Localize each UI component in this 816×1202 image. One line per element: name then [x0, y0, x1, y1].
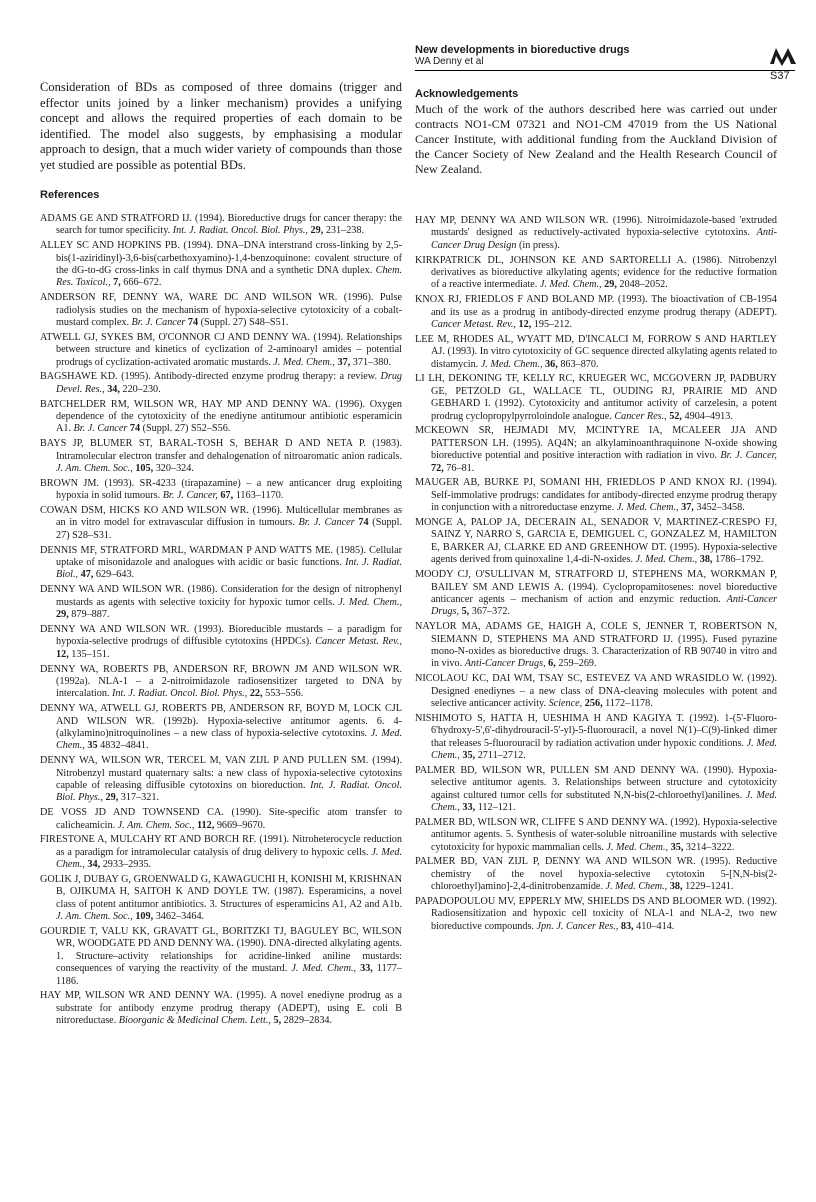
reference-volume: 5, — [273, 1015, 282, 1027]
reference-journal: Cancer Metast. Rev., — [315, 636, 403, 648]
reference-title: Cyclopropamitosenes: novel bioreductive anticancer agents – mechanism of action and enzymic reduction. — [431, 581, 778, 605]
reference-year: (1993). — [447, 346, 478, 358]
reference-authors: DENNY WA AND WILSON WR. — [40, 623, 190, 635]
reference-pages: 231–238. — [325, 225, 365, 237]
reference-entry — [40, 213, 402, 238]
reference-volume: 35, — [462, 749, 476, 761]
reference-year: (1994). — [568, 581, 599, 593]
reference-authors: ATWELL GJ, SYKES BM, O'CONNOR CJ AND DENNY WA. — [40, 331, 311, 343]
reference-year: (1990). — [231, 807, 262, 819]
reference-entry — [40, 584, 402, 621]
reference-title: Multicellular membranes as an in vitro model for extravascular diffusion in tumours. — [56, 505, 402, 529]
reference-entry — [415, 856, 777, 893]
reference-entry — [40, 292, 402, 329]
reference-year: (1983). — [372, 438, 402, 450]
reference-year: (1985). — [336, 544, 366, 556]
reference-title: Site-specific atom transfer to calicheamicin. — [56, 807, 403, 831]
reference-authors: MCKEOWN SR, HEJMADI MV, MCINTYRE IA, MCALEER JJA AND PATTERSON LH. — [415, 425, 777, 449]
reference-entry — [415, 569, 777, 619]
reference-entry — [40, 874, 402, 924]
reference-journal: J. Med. Chem., — [273, 356, 335, 368]
reference-year: (1986). — [692, 254, 723, 266]
reference-year: (1991). — [259, 834, 290, 846]
reference-year: (1994). — [372, 755, 402, 767]
reference-volume: 22, — [249, 688, 263, 700]
reference-title: Hypoxia-selective agents derived from quinoxaline 1,4-di-N-oxides. — [431, 541, 778, 566]
reference-authors: LI LH, DEKONING TF, KELLY RC, KRUEGER WC, MCGOVERN JP, PADBURY GE, PETZOLD GL, WALLACE TL, OUDING RJ, PRAIRIE MD AND GEBHARD I. — [415, 373, 777, 410]
reference-pages: 1177–1186. — [56, 963, 402, 987]
reference-title: Esperamicins, a novel class of potent antitumor antibiotics. 3. Structures of esperamicins A1, A2 and A1b. — [56, 886, 403, 910]
reference-pages: (Suppl. 27) S28–S31. — [56, 517, 403, 541]
reference-volume: 37, — [681, 502, 694, 514]
reference-authors: BAGSHAWE KD. — [40, 371, 118, 383]
reference-volume: 29, — [310, 225, 324, 237]
reference-authors: DENNIS MF, STRATFORD MRL, WARDMAN P AND WATTS ME. — [40, 544, 334, 556]
reference-year: (1995). — [700, 856, 731, 868]
reference-journal: Anti-Cancer Drugs, — [464, 658, 546, 670]
reference-year: (1994). — [313, 331, 344, 343]
reference-pages: (Suppl. 27) S48–S51. — [200, 317, 289, 329]
reference-volume: 38, — [699, 554, 713, 566]
reference-title: Consideration for the design of nitrophenyl mustards as agents with selective toxicity for hypoxic tumor cells. — [56, 584, 402, 608]
reference-authors: ANDERSON RF, DENNY WA, WARE DC AND WILSON WR. — [40, 292, 338, 304]
reference-volume: 74 — [187, 317, 199, 329]
reference-year: (1992). — [670, 816, 701, 828]
running-header — [415, 44, 795, 68]
reference-volume: 33, — [360, 963, 373, 975]
reference-year: (1993). — [104, 477, 135, 489]
reference-title: Relationships between structure and kinetics of cyclization of 2-aminoaryl amides – potential prodrugs of cyclization-activated aromatic mustards. — [56, 331, 403, 368]
reference-entry — [40, 332, 402, 369]
reference-journal: Drug Devel. Res., — [56, 371, 403, 395]
reference-journal: Jpn. J. Cancer Res., — [536, 920, 619, 932]
reference-year: (1987). — [274, 886, 304, 898]
reference-pages: 9669–9670. — [216, 819, 266, 831]
reference-year: (1994). — [183, 240, 214, 252]
reference-authors: LEE M, RHODES AL, WYATT MD, D'INCALCI M, FORROW S AND HARTLEY AJ. — [415, 333, 777, 358]
reference-authors: PALMER BD, WILSON WR, CLIFFE S AND DENNY WA. — [415, 816, 668, 828]
reference-title: Nitrobenzyl derivatives as bioreductive alkylating agents; evidence for the reductive formation of a reactive intermediate. — [431, 254, 777, 291]
reference-journal: Chem. Res. Toxicol., — [56, 265, 402, 289]
running-header-authors: WA Denny et al — [415, 56, 484, 67]
reference-entry — [415, 373, 777, 423]
reference-entry — [415, 621, 777, 671]
reference-volume: 38, — [669, 881, 683, 893]
reference-volume: 5, — [461, 606, 470, 618]
reference-entry — [40, 834, 402, 871]
reference-pages: 371–380. — [352, 356, 391, 368]
reference-title: Nitroimidazole-based 'extruded mustards' designed as reductively-activated hypoxia-selective cytotoxins. — [431, 215, 778, 239]
reference-journal: Int. J. Radiat. Oncol. Biol. Phys., — [112, 688, 248, 700]
reference-pages: 2711–2712. — [477, 749, 526, 761]
reference-journal: J. Med. Chem., — [56, 727, 403, 752]
reference-pages: 76–81. — [446, 462, 475, 474]
reference-title: NLA-1 – a 2-nitroimidazole radiosensitizer targeted to DNA by intercalation. — [56, 675, 402, 700]
reference-pages: 553–556. — [265, 688, 304, 700]
reference-authors: NISHIMOTO S, HATTA H, UESHIMA H AND KAGIYA T. — [415, 712, 685, 724]
reference-year: (1992). — [689, 712, 720, 724]
reference-journal: Int. J. Radiat. Oncol. Biol. Phys., — [56, 779, 402, 804]
reference-journal: J. Med. Chem., — [291, 963, 357, 975]
reference-volume: 37, — [337, 356, 351, 368]
reference-entry — [415, 517, 777, 567]
reference-authors: COWAN DSM, HICKS KO AND WILSON WR. — [40, 505, 249, 517]
reference-year: (1992a). — [56, 675, 91, 687]
reference-year: (1993). — [617, 294, 648, 306]
reference-authors: DENNY WA AND WILSON WR. — [40, 584, 185, 596]
reference-volume: 33, — [462, 801, 476, 813]
reference-journal: Int. J. Radiat. Oncol. Biol. Phys., — [172, 225, 308, 237]
reference-pages: 195–212. — [533, 319, 572, 331]
reference-pages: 2829–2834. — [283, 1015, 333, 1027]
reference-journal: Science, — [548, 697, 583, 709]
reference-authors: FIRESTONE A, MULCAHY RT AND BORCH RF. — [40, 834, 257, 846]
reference-entry — [40, 664, 402, 701]
reference-entry — [40, 438, 402, 475]
reference-volume: 34, — [87, 859, 101, 871]
reference-year: (1993). — [194, 623, 224, 635]
reference-pages: 863–870. — [560, 358, 599, 370]
reference-year: (1995). — [669, 541, 700, 553]
reference-journal: J. Med. Chem., — [431, 737, 778, 761]
reference-volume: 36, — [545, 358, 558, 370]
reference-title: Designed enediynes – a new class of DNA-cleaving molecules with potent and selective anticancer activity. — [431, 685, 777, 709]
reference-pages: 317–321. — [120, 792, 159, 804]
reference-volume: 72, — [431, 462, 444, 474]
reference-year: (1995). — [236, 990, 267, 1002]
reference-journal: J. Med. Chem., — [338, 596, 403, 608]
reference-authors: ALLEY SC AND HOPKINS PB. — [40, 240, 180, 252]
running-header-title: New developments in bioreductive drugs — [415, 44, 630, 56]
reference-entry — [40, 545, 402, 582]
reference-title: Nitroheterocycle reduction as a paradigm for intramolecular catalysis of drug delivery to hypoxic cells. — [56, 834, 402, 858]
reference-entry — [415, 477, 777, 514]
reference-volume: 52, — [669, 410, 682, 422]
reference-pages: (in press). — [519, 239, 560, 251]
reference-title: 1-(5'-Fluoro-6'hydroxy-5',6'-dihydrouracil-5'-yl)-5-fluorouracil, a novel N(1)–C(9)-linked dimer that releases 5-fluorouracil by radiation activation under hypoxic conditions. — [431, 712, 777, 749]
reference-journal: J. Med. Chem., — [480, 358, 543, 370]
reference-volume: 34, — [107, 383, 120, 395]
reference-pages: 112–121. — [477, 801, 516, 813]
reference-year: (1992). — [494, 398, 525, 410]
reference-volume: 83, — [620, 920, 634, 932]
reference-authors: NICOLAOU KC, DAI WM, TSAY SC, ESTEVEZ VA AND WRASIDLO W. — [415, 673, 744, 685]
reference-pages: 4832–4841. — [100, 740, 149, 752]
reference-title: In vitro cytotoxicity of GC sequence directed alkylating agents related to distamycin. — [431, 346, 778, 370]
reference-journal: Anti-Cancer Drug Design — [431, 227, 777, 251]
reference-title: Fused pyrazine mono-N-oxides as bioreductive drugs. 3. Characterization of RB 90740 in vitro and in vivo. — [431, 633, 777, 670]
reference-authors: MOODY CJ, O'SULLIVAN M, STRATFORD IJ, STEPHENS MA, WORKMAN P, BAILEY SM AND LEWIS A. — [415, 569, 777, 593]
reference-title: Cellular uptake of misonidazole and analogues with acidic or basic functions. — [56, 544, 402, 569]
reference-title: Hypoxia-selective antitumor agents. 3. Relationships between structure and cytotoxicity against cultured tumor cells for substituted N,N-bis(2-chloroethyl)anilines. — [431, 764, 778, 801]
reference-authors: PALMER BD, WILSON WR, PULLEN SM AND DENNY WA. — [415, 764, 699, 776]
reference-journal: Cancer Metast. Rev., — [431, 319, 516, 331]
reference-entry — [40, 807, 402, 832]
reference-pages: 4904–4913. — [684, 410, 733, 422]
reference-pages: 1163–1170. — [235, 490, 284, 502]
reference-volume: 74 — [358, 517, 369, 529]
reference-title: Antibody-directed enzyme prodrug therapy: a review. — [153, 371, 378, 383]
reference-journal: J. Med. Chem., — [539, 279, 602, 291]
reference-journal: J. Am. Chem. Soc., — [56, 463, 133, 475]
right-column — [415, 80, 777, 177]
reference-year: (1992). — [747, 673, 777, 685]
reference-entry — [40, 505, 402, 542]
reference-entry — [415, 713, 777, 763]
reference-authors: MONGE A, PALOP JA, DECERAIN AL, SENADOR V, MARTINEZ-CRESPO FJ, SAINZ Y, NARRO S, GARCIA E, DEMIGUEL C, GONZALEZ M, HAMILTON E, BARKER AJ, CLARKE ED AND GREENHOW DT. — [415, 517, 777, 553]
reference-pages: 320–324. — [155, 463, 194, 475]
reference-year: (1990). — [236, 938, 267, 950]
reference-authors: BROWN JM. — [40, 477, 99, 489]
reference-title: AQ4N; an alkylaminoanthraquinone N-oxide showing bioreductive potential and positive interaction with radiation in vivo. — [431, 437, 777, 462]
page-number: S37 — [770, 70, 790, 82]
reference-year: (1996). — [343, 292, 374, 304]
reference-journal: Bioorganic & Medicinal Chem. Lett., — [118, 1015, 271, 1027]
reference-entry — [415, 765, 777, 815]
reference-year: (1986). — [187, 584, 218, 596]
reference-authors: DENNY WA, ATWELL GJ, ROBERTS PB, ANDERSON RF, BOYD M, LOCK CJL AND WILSON WR. — [40, 703, 402, 727]
reference-authors: GOURDIE T, VALU KK, GRAVATT GL, BORITZKI TJ, BAGULEY BC, WILSON WR, WOODGATE PD AND DENNY WA. — [40, 925, 402, 950]
reference-authors: KNOX RJ, FRIEDLOS F AND BOLAND MP. — [415, 294, 615, 306]
reference-title: Intramolecular electron transfer and dehalogenation of nitroaromatic anion radicals. — [56, 450, 402, 462]
reference-pages: 3452–3458. — [696, 502, 745, 514]
reference-pages: 220–230. — [122, 383, 161, 395]
reference-pages: 410–414. — [636, 920, 675, 932]
reference-year: (1996). — [612, 215, 643, 226]
reference-entry — [40, 399, 402, 436]
reference-title: Hypoxia-selective antitumor agents. 5. Synthesis of water-soluble nitroaniline mustards with selective cytotoxicity for hypoxic mammalian cells. — [431, 816, 778, 853]
reference-pages: 879–887. — [71, 609, 110, 621]
reference-volume: 112, — [197, 819, 215, 831]
reference-volume: 35 — [87, 740, 98, 752]
reference-pages: 3214–3222. — [685, 841, 735, 853]
reference-entry — [40, 371, 402, 396]
reference-title: Bioreductive drugs for cancer therapy: the search for tumor specificity. — [56, 213, 402, 237]
reference-journal: J. Med. Chem., — [431, 789, 778, 813]
reference-journal: Int. J. Radiat. Biol., — [56, 557, 402, 581]
reference-journal: Br. J. Cancer, — [720, 450, 777, 462]
reference-authors: BAYS JP, BLUMER ST, BARAL-TOSH S, BEHAR D AND NETA P. — [40, 438, 366, 450]
reference-entry — [40, 478, 402, 503]
reference-pages: 2048–2052. — [619, 279, 668, 291]
reference-authors: PALMER BD, VAN ZIJL P, DENNY WA AND WILSON WR. — [415, 856, 696, 868]
reference-authors: GOLIK J, DUBAY G, GROENWALD G, KAWAGUCHI H, KONISHI M, KRISHNAN B, OJIKUMA H, SAITOH K AND DOYLE TW. — [40, 873, 402, 898]
reference-journal: Anti-Cancer Drugs, — [431, 593, 778, 618]
acknowledgements-heading: Acknowledgements — [415, 88, 519, 100]
reference-entry — [415, 334, 777, 371]
reference-entry — [415, 215, 777, 252]
reference-title: Pulse radiolysis studies on the mechanism of hypoxia-selective cytotoxicity of a cobalt-mustard complex. — [56, 292, 402, 329]
left-column — [40, 80, 402, 1030]
reference-authors: DE VOSS JD AND TOWNSEND CA. — [40, 807, 224, 819]
reference-authors: ADAMS GE AND STRATFORD IJ. — [40, 213, 192, 224]
reference-title: Self-immolative prodrugs: candidates for antibody-directed enzyme prodrug therapy in conjunction with a nitroreductase enzyme. — [431, 489, 777, 514]
reference-title: DNA-directed alkylating agents. 1. Structure–activity relationships for acridine-linked aniline mustards: consequences of varying the reactivity of the mustard. — [56, 938, 402, 975]
reference-year: (1992). — [747, 895, 778, 907]
reference-entry — [415, 294, 777, 331]
reference-volume: 29, — [56, 609, 69, 621]
reference-entry — [40, 703, 402, 753]
reference-authors: DENNY WA, ROBERTS PB, ANDERSON RF, BROWN JM AND WILSON WR. — [40, 663, 402, 675]
reference-authors: MAUGER AB, BURKE PJ, SOMANI HH, FRIEDLOS P AND KNOX RJ. — [415, 477, 743, 489]
reference-journal: J. Med. Chem., — [616, 502, 679, 514]
references-list-left — [40, 213, 402, 1028]
reference-volume: 35, — [670, 841, 684, 853]
reference-year: (1992b). — [163, 715, 199, 727]
reference-entry — [415, 896, 777, 933]
reference-title: Reductive chemistry of the novel hypoxia-selective cytotoxin 5-[N,N-bis(2-chloroethyl)amino]-2,4-dinitrobenzamide. — [431, 856, 777, 893]
reference-pages: 1229–1241. — [685, 881, 734, 893]
reference-year: (1994). — [747, 477, 777, 489]
reference-journal: Br. J. Cancer — [131, 317, 186, 329]
reference-authors: BATCHELDER RM, WILSON WR, HAY MP AND DENNY WA. — [40, 398, 331, 410]
reference-volume: 7, — [113, 277, 121, 289]
reference-pages: 3462–3464. — [155, 911, 205, 923]
reference-entry — [40, 755, 402, 805]
reference-volume: 29, — [604, 279, 617, 291]
header-rule — [415, 70, 795, 71]
reference-volume: 29, — [105, 792, 119, 804]
reference-authors: HAY MP, DENNY WA AND WILSON WR. — [415, 215, 609, 226]
reference-volume: 109, — [135, 911, 154, 923]
reference-pages: 2933–2935. — [102, 859, 152, 871]
reference-journal: J. Med. Chem., — [606, 841, 669, 853]
reference-journal: J. Med. Chem., — [56, 846, 402, 871]
reference-journal: J. Med. Chem., — [635, 554, 698, 566]
reference-title: Nitrobenzyl mustard quaternary salts: a new class of hypoxia-selective cytotoxins capable of releasing diffusible cytotoxins on bioreduction. — [56, 767, 402, 791]
reference-entry — [415, 817, 777, 854]
reference-year: (1995). — [677, 633, 708, 645]
reference-entry — [40, 990, 402, 1027]
reference-volume: 74 — [129, 423, 141, 435]
reference-pages: 1786–1792. — [715, 554, 764, 566]
reference-volume: 67, — [220, 490, 234, 502]
reference-volume: 12, — [518, 319, 532, 331]
reference-authors: DENNY WA, WILSON WR, TERCEL M, VAN ZIJL P AND PULLEN SM. — [40, 755, 369, 767]
reference-authors: PAPADOPOULOU MV, EPPERLY MW, SHIELDS DS AND BLOOMER WD. — [415, 895, 745, 907]
reference-journal: Cancer Res., — [614, 410, 667, 422]
reference-journal: J. Med. Chem., — [605, 881, 668, 893]
reference-title: DNA–DNA interstrand cross-linking by 2,5-bis(1-aziridinyl)-3,6-bis(carbethoxyamino)-1,4-benzoquinone: covalent structure of the dG-to-dG cross-links in calf thymus DNA and a synthetic DNA duplex. — [56, 240, 403, 277]
reference-pages: 666–672. — [123, 277, 162, 289]
acknowledgements-text: Much of the work of the authors described here was carried out under contracts NO1-CM 07321 and NO1-CM 47019 from the US National Cancer Institute, with additional funding from the Auckland Division of the Cancer Society of New Zealand and the Health Research Council of New Zealand. — [415, 102, 777, 176]
reference-title: Radiosensitization and hypoxic cell toxicity of NLA-1 and NLA-2, two new bioreductive compounds. — [431, 908, 777, 932]
reference-volume: 256, — [584, 697, 603, 709]
reference-year: (1994). — [194, 213, 225, 224]
reference-authors: HAY MP, WILSON WR AND DENNY WA. — [40, 990, 233, 1002]
reference-year: (1995). — [513, 437, 543, 449]
reference-year: (1996). — [335, 398, 366, 410]
reference-entry — [40, 240, 402, 290]
reference-journal: Br. J. Cancer, — [162, 490, 218, 502]
reference-pages: 259–269. — [558, 658, 597, 670]
intro-paragraph: Consideration of BDs as composed of three domains (trigger and effector units joined by a linker mechanism) provides a unifying concept and allows the required properties of each domain to be identified. The model also suggests, by emphasising a modular approach to design, that a much wider variety of compounds than those yet studied are possible as potential BDs. — [40, 80, 402, 172]
reference-year: (1990). — [703, 764, 734, 776]
reference-volume: 105, — [135, 463, 154, 475]
reference-pages: 135–151. — [71, 648, 110, 660]
reference-title: Cytotoxicity and antitumor activity of carzelesin, a potent prodrug cyclopropylpyrroloindole analogue. — [431, 398, 778, 422]
reference-title: The bioactivation of CB-1954 and its use as a prodrug in antibody-directed enzyme prodrug therapy (ADEPT). — [431, 294, 777, 318]
reference-pages: 367–372. — [471, 606, 510, 618]
reference-title: Oxygen dependence of the cytotoxicity of the enediyne antitumour antibiotic esperamicin A1. — [56, 398, 403, 435]
reference-entry — [415, 425, 777, 475]
reference-volume: 12, — [56, 648, 69, 660]
reference-year: (1996). — [252, 505, 283, 517]
publisher-logo-icon — [768, 44, 798, 66]
reference-authors: NAYLOR MA, ADAMS GE, HAIGH A, COLE S, JENNER T, ROBERTSON N, SIEMANN D, STEPHENS MA AND STRATFORD IJ. — [415, 621, 777, 645]
reference-volume: 47, — [80, 569, 94, 581]
reference-pages: (Suppl. 27) S52–S56. — [142, 423, 231, 435]
reference-title: Hypoxia-selective antitumor agents. 6. 4-(alkylamino)nitroquinolines – a new class of hypoxia-selective cytotoxins. — [56, 715, 402, 739]
reference-authors: KIRKPATRICK DL, JOHNSON KE AND SARTORELLI A. — [415, 254, 687, 266]
reference-entry — [40, 624, 402, 661]
reference-pages: 629–643. — [95, 569, 135, 581]
references-heading: References — [40, 189, 100, 201]
reference-pages: 1172–1178. — [605, 697, 653, 709]
references-list-right — [415, 215, 777, 933]
reference-title: A novel enediyne prodrug as a substrate for antibody enzyme prodrug therapy (ADEPT), using E. coli B nitroreductase. — [56, 990, 402, 1027]
reference-entry — [415, 673, 777, 710]
reference-entry — [415, 255, 777, 292]
reference-title: Bioreducible mustards – a paradigm for hypoxia-selective prodrugs of diffusible cytotoxins (HPDCs). — [56, 623, 403, 648]
reference-volume: 6, — [548, 658, 556, 670]
reference-journal: J. Am. Chem. Soc., — [56, 911, 133, 923]
reference-entry — [40, 926, 402, 988]
references-list-right-wrap — [415, 215, 777, 936]
reference-year: (1995). — [121, 371, 151, 383]
reference-journal: Br. J. Cancer — [73, 423, 128, 435]
reference-title: SR-4233 (tirapazamine) – a new anticancer drug exploiting hypoxia in solid tumours. — [56, 477, 403, 502]
reference-journal: Br. J. Cancer — [298, 517, 355, 529]
reference-journal: J. Am. Chem. Soc., — [117, 819, 195, 831]
